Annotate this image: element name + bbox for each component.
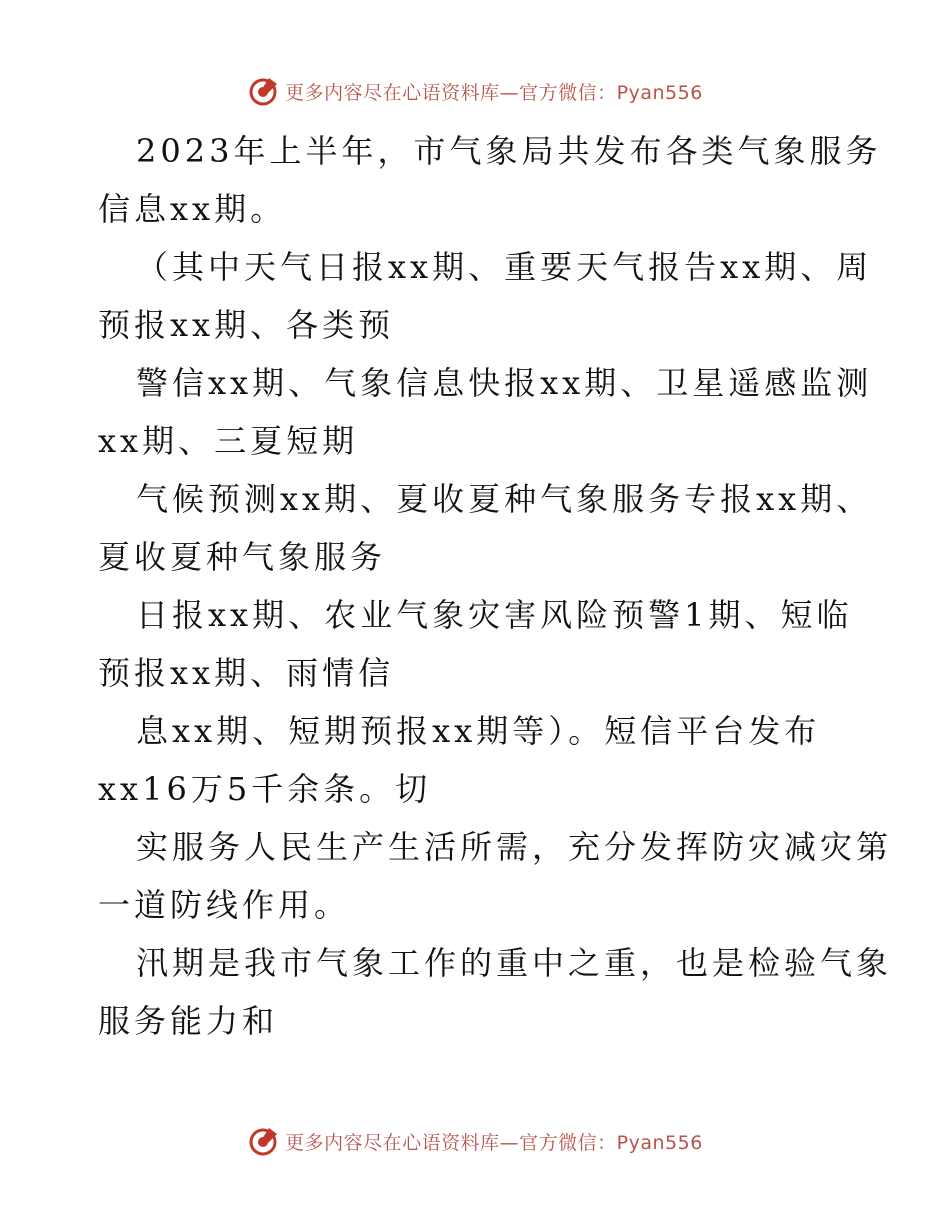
paragraph-line: （其中天气日报xx期、重要天气报告xx期、周 [136,248,873,286]
paragraph-line: 息xx期、短期预报xx期等）。短信平台发布 [136,712,821,750]
paragraph-line: 预报xx期、各类预 [98,306,395,344]
paragraph-line: 信息xx期。 [98,190,287,228]
paragraph-line: xx16万5千余条。切 [98,770,432,808]
paragraph-line: 一道防线作用。 [98,886,351,924]
paragraph-line: 夏收夏种气象服务 [98,538,387,576]
paragraph-line: 预报xx期、雨情信 [98,654,395,692]
document-body [98,122,893,1050]
logo-icon [247,1124,281,1158]
logo-icon [247,74,281,108]
header-watermark [0,74,950,108]
paragraph-line: xx期、三夏短期 [98,422,359,460]
footer-watermark [0,1124,950,1158]
paragraph-line: 警信xx期、气象信息快报xx期、卫星遥感监测 [136,364,873,402]
paragraph-line: 实服务人民生产生活所需，充分发挥防灾减灾第 [136,828,893,866]
paragraph-line: 服务能力和 [98,1002,279,1040]
paragraph-line: 日报xx期、农业气象灾害风险预警1期、短临 [136,596,853,634]
watermark-text: 更多内容尽在心语资料库—官方微信：Pyan556 [285,1131,703,1154]
paragraph-line: 气候预测xx期、夏收夏种气象服务专报xx期、 [136,480,873,518]
watermark-text: 更多内容尽在心语资料库—官方微信：Pyan556 [285,81,703,104]
paragraph-line: 汛期是我市气象工作的重中之重，也是检验气象 [136,944,893,982]
paragraph-line: 2023年上半年，市气象局共发布各类气象服务 [136,132,882,170]
